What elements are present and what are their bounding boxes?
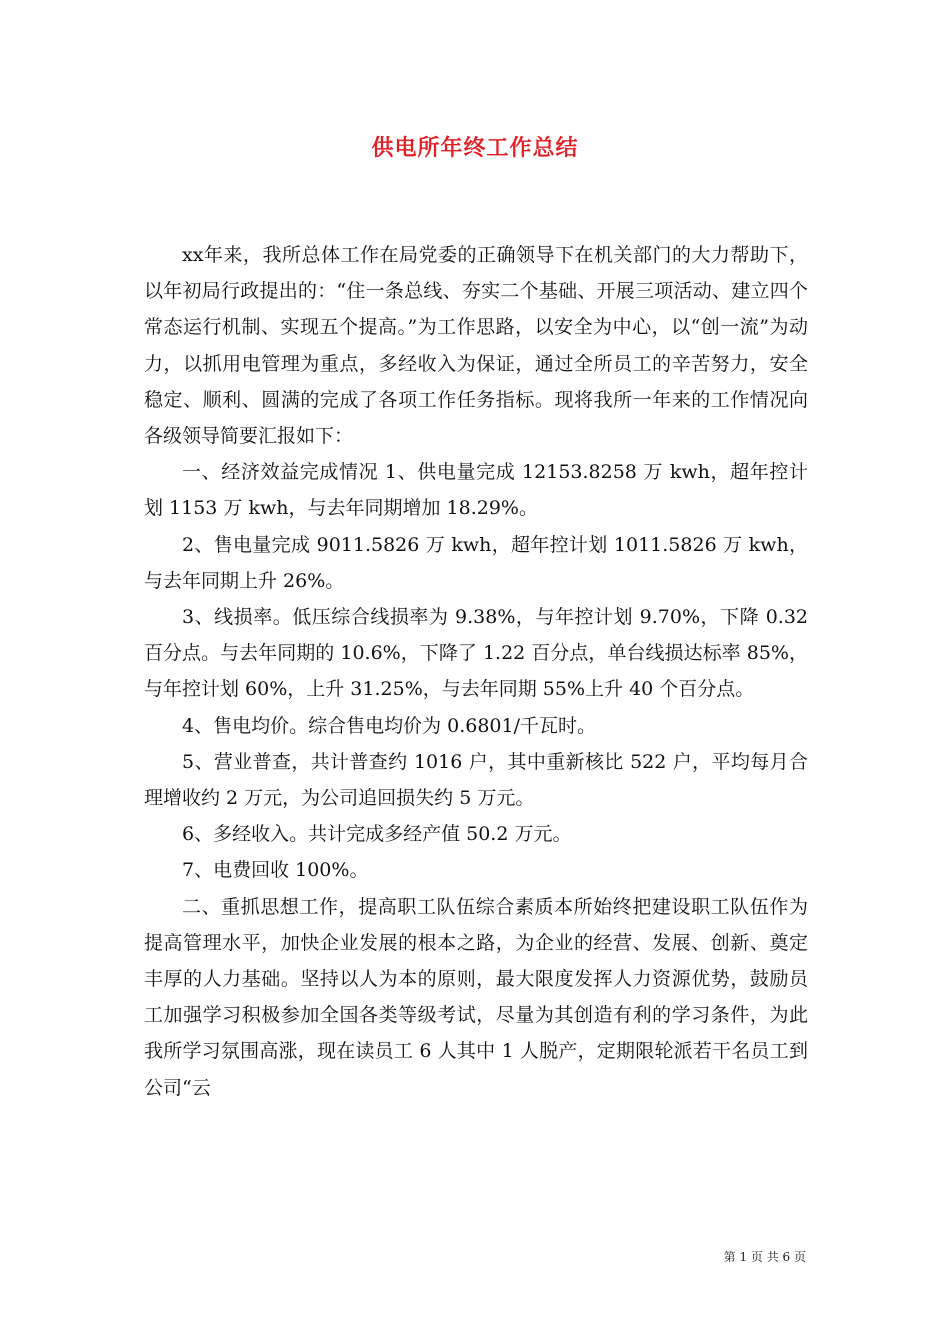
paragraph-economic-6: 6、多经收入。共计完成多经产值 50.2 万元。	[182, 823, 572, 846]
paragraph-economic-5: 5、营业普查，共计普查约 1016 户，其中重新核比 522 户，平均每月合理增收约 2 万元，为公司追回损失约 5 万元。	[144, 750, 808, 810]
paragraph-economic-4: 4、售电均价。综合售电均价为 0.6801/千瓦时。	[182, 714, 597, 737]
document-body	[144, 237, 808, 1106]
page-number-footer: 第 1 页 共 6 页	[723, 1250, 806, 1264]
paragraph-economic-3: 3、线损率。低压综合线损率为 9.38%，与年控计划 9.70%，下降 0.32 百分点。与去年同期的 10.6%，下降了 1.22 百分点，单台线损达标率 85%，与年控计划 60%，上升 31.25%，与去年同期 55%上升 40 个百分点。	[144, 606, 808, 701]
paragraph-economic-2: 2、售电量完成 9011.5826 万 kwh，超年控计划 1011.5826 万 kwh，与去年同期上升 26%。	[144, 533, 808, 592]
paragraph-section-2: 二、重抓思想工作，提高职工队伍综合素质本所始终把建设职工队伍作为提高管理水平，加快企业发展的根本之路，为企业的经营、发展、创新、奠定丰厚的人力基础。坚持以人为本的原则，最大限度发挥人力资源优势，鼓励员工加强学习积极参加全国各类等级考试，尽量为其创造有利的学习条件，为此我所学习氛围高涨，现在读员工 6 人其中 1 人脱产，定期限轮派若干名员工到公司“云	[144, 895, 808, 1099]
document-title: 供电所年终工作总结	[371, 135, 579, 161]
paragraph-economic-1: 一、经济效益完成情况 1、供电量完成 12153.8258 万 kwh，超年控计划 1153 万 kwh，与去年同期增加 18.29%。	[144, 461, 808, 520]
paragraph-intro: xx年来，我所总体工作在局党委的正确领导下在机关部门的大力帮助下，以年初局行政提出的：“住一条总线、夯实二个基础、开展三项活动、建立四个常态运行机制、实现五个提高。”为工作思路，以安全为中心，以“创一流”为动力，以抓用电管理为重点，多经收入为保证，通过全所员工的辛苦努力，安全稳定、顺利、圆满的完成了各项工作任务指标。现将我所一年来的工作情况向各级领导简要汇报如下：	[144, 244, 808, 448]
paragraph-economic-7: 7、电费回收 100%。	[182, 859, 369, 882]
